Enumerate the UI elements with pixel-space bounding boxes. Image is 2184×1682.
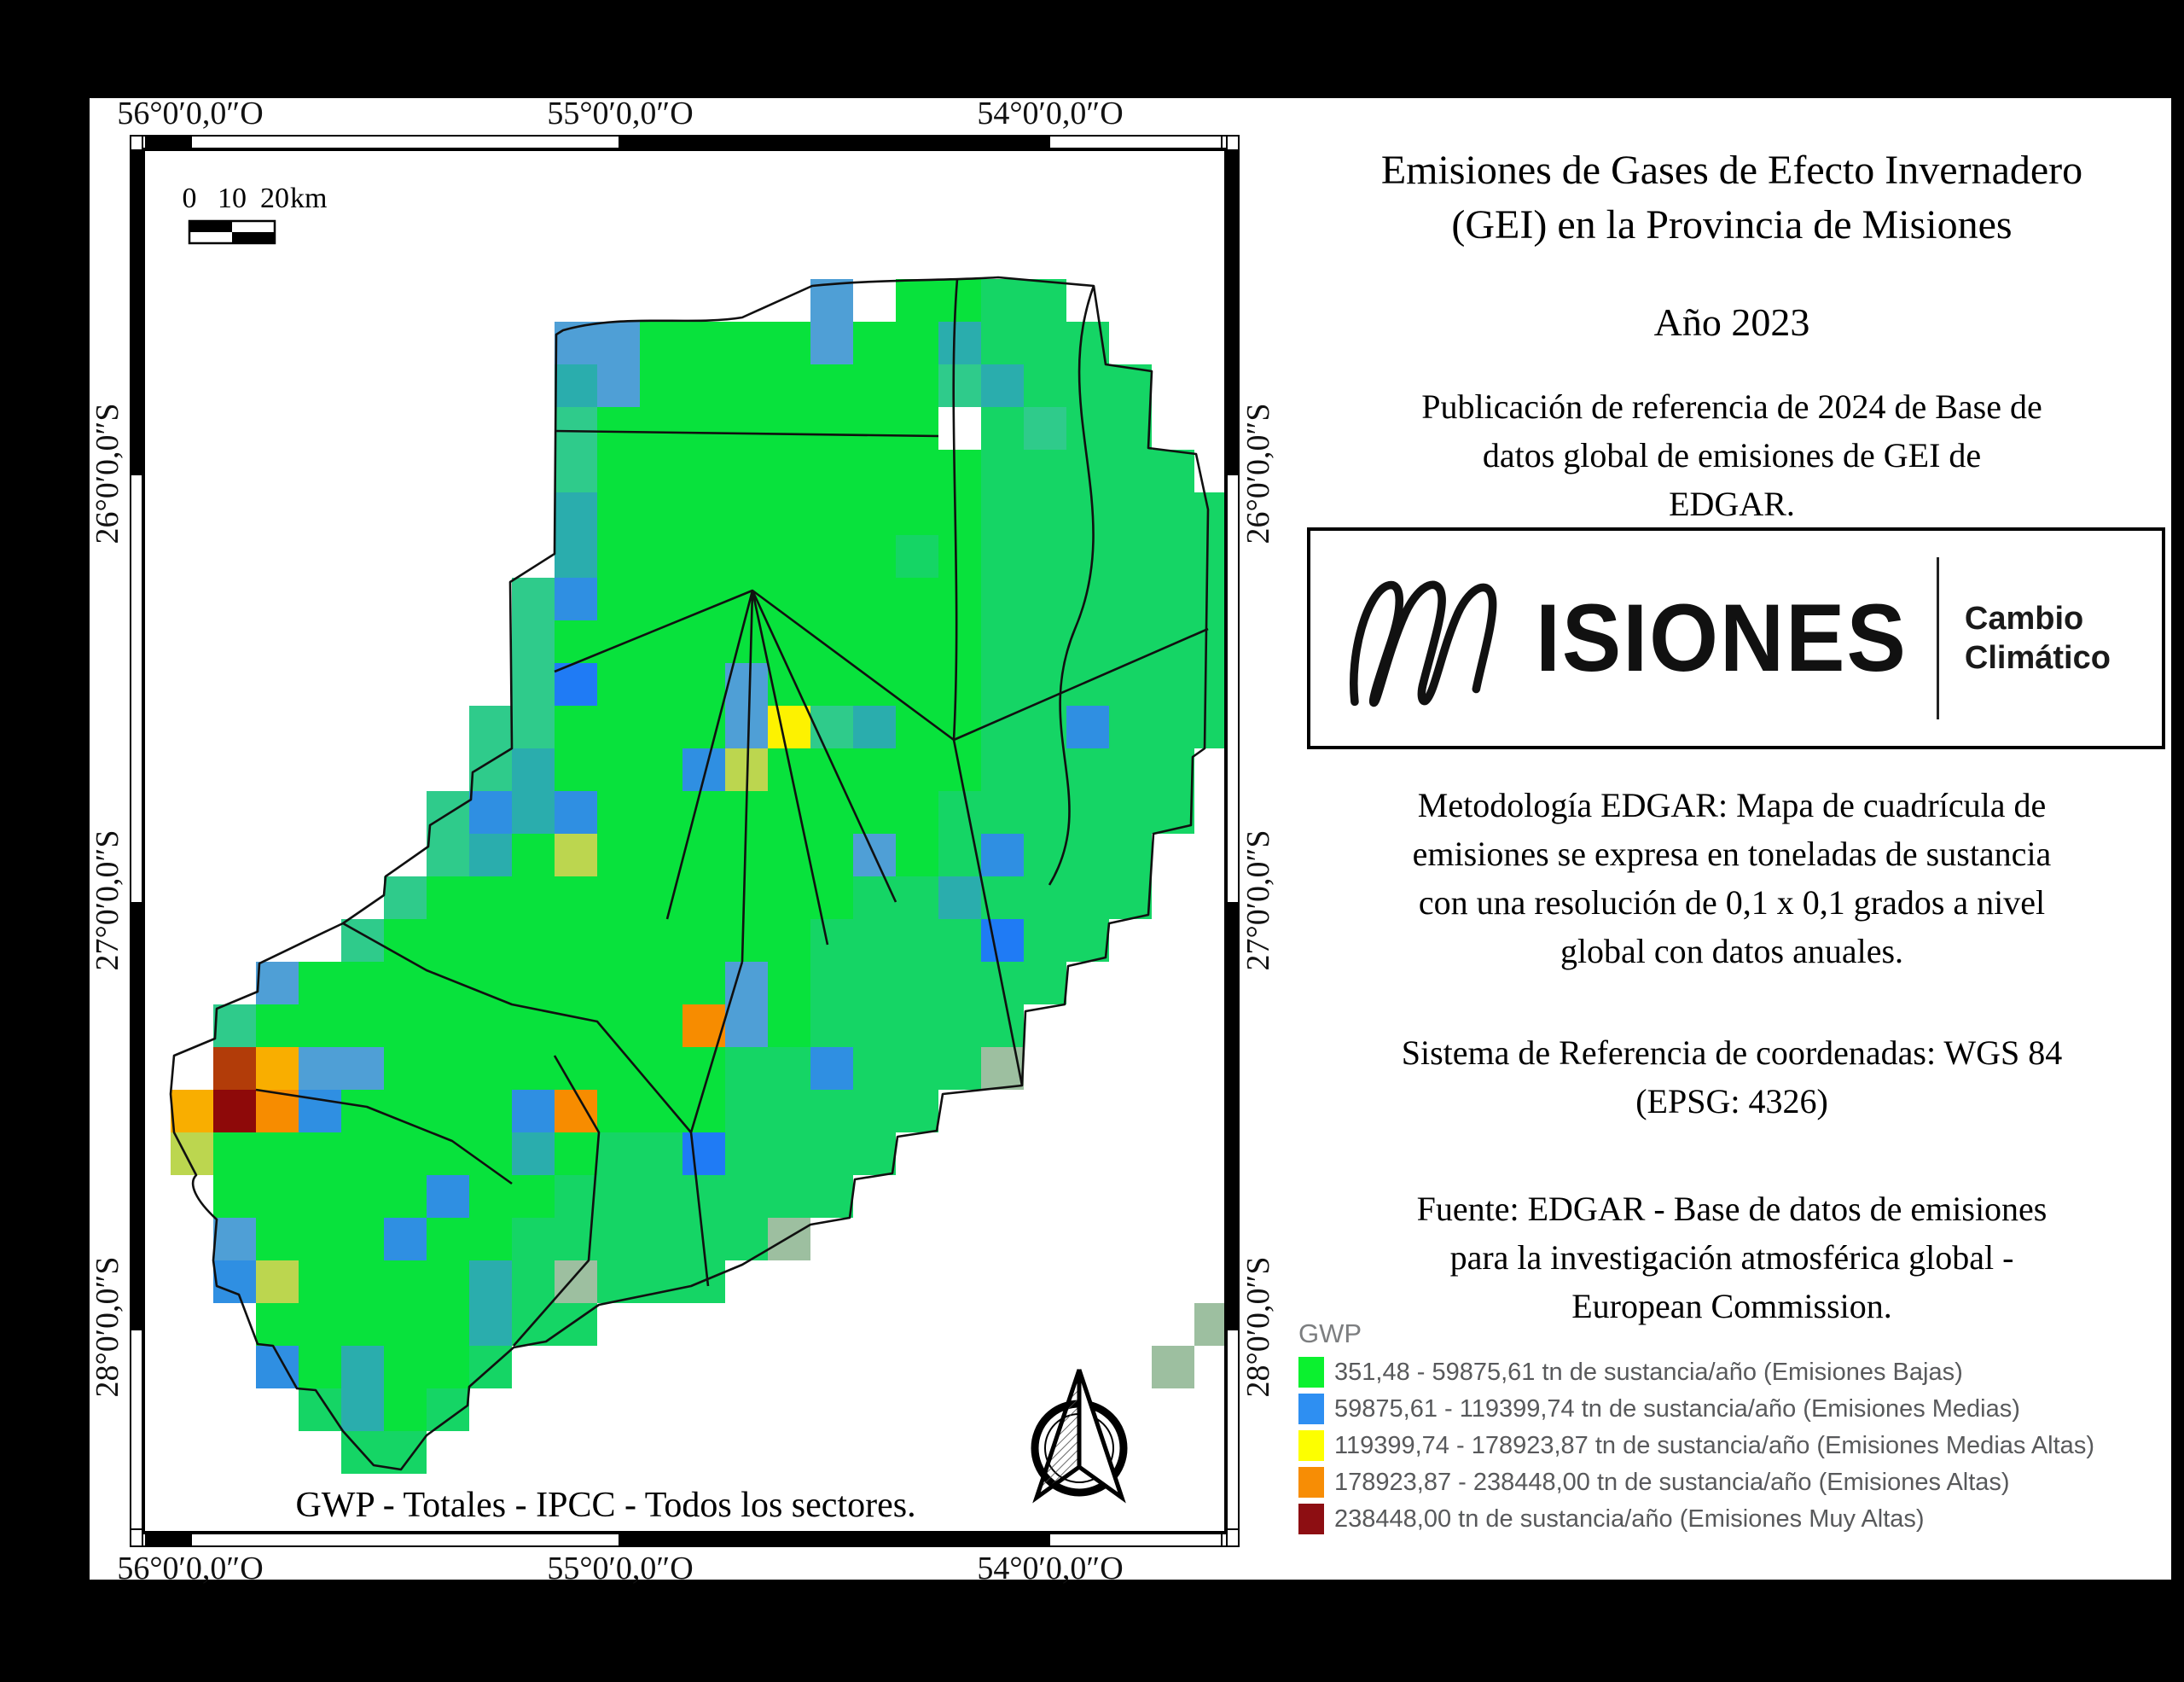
lat-label-right-26: 26°0′0,0″S [1240,403,1276,544]
logo-wordmark: ISIONES [1536,584,1908,692]
legend-item-low: 351,48 - 59875,61 tn de sustancia/año (Emisiones Bajas) [1298,1354,2152,1391]
lat-label-left-27: 27°0′0,0″S [90,829,125,971]
legend-swatch-orange [1298,1467,1324,1498]
reference-paragraph: Publicación de referencia de 2024 de Base de datos global de emisiones de GEI de EDGAR. [1421,387,2042,523]
legend-item-very-high: 238448,00 tn de sustancia/año (Emisiones Muy Altas) [1298,1501,2152,1538]
lat-label-left-26: 26°0′0,0″S [90,403,125,544]
lat-label-right-27: 27°0′0,0″S [1240,829,1276,971]
map-frame-right [1226,135,1240,1547]
lat-label-right-28: 28°0′0,0″S [1240,1256,1276,1398]
lon-label-top-56: 56°0′0,0″O [117,96,264,131]
scale-label-0: 0 [182,183,197,214]
legend-swatch-darkred [1298,1504,1324,1534]
lon-label-bottom-55: 55°0′0,0″O [547,1551,694,1586]
scale-label-20: 20 [260,183,289,214]
methodology-paragraph: Metodología EDGAR: Mapa de cuadrícula de emisiones se expresa en toneladas de sustancia con una resolución de 0,1 x 0,1 grados a nivel global con datos anuales. [1412,786,2052,970]
legend-item-high: 178923,87 - 238448,00 tn de sustancia/año (Emisiones Altas) [1298,1464,2152,1501]
scale-bar [183,183,328,243]
logo-divider [1937,557,1939,719]
source-paragraph: Fuente: EDGAR - Base de datos de emisiones para la investigación atmosférica global - European Commission. [1416,1190,2048,1325]
map-canvas [143,149,1226,1533]
lon-label-bottom-56: 56°0′0,0″O [117,1551,264,1586]
scale-label-km: km [290,183,328,214]
lon-label-top-55: 55°0′0,0″O [547,96,694,131]
map-frame-left [130,135,143,1547]
legend-item-medium-high: 119399,74 - 178923,87 tn de sustancia/año (Emisiones Medias Altas) [1298,1428,2152,1464]
map-caption: GWP - Totales - IPCC - Todos los sectores. [295,1486,916,1525]
year-heading: Año 2023 [1653,300,1810,344]
crs-paragraph: Sistema de Referencia de coordenadas: WGS 84 (EPSG: 4326) [1401,1033,2063,1120]
emission-cells [171,279,1224,1474]
legend-title: GWP [1298,1318,1362,1348]
title-line-1: Emisiones de Gases de Efecto Invernadero [1380,148,2083,193]
misiones-m-icon [1345,566,1541,711]
legend-item-medium: 59875,61 - 119399,74 tn de sustancia/año (Emisiones Medias) [1298,1391,2152,1428]
emissions-grid-map [145,151,1224,1531]
map-frame-top [130,135,1240,149]
map-frame-bottom [130,1533,1240,1547]
title-line-2: (GEI) en la Provincia de Misiones [1451,202,2013,247]
lat-label-left-28: 28°0′0,0″S [90,1256,125,1398]
logo-tagline: Cambio Climático [1964,601,2111,676]
misiones-logo [1307,527,2165,749]
map-legend [1298,1318,2152,1538]
legend-swatch-green [1298,1357,1324,1388]
north-arrow-icon [1035,1370,1124,1498]
legend-swatch-blue [1298,1394,1324,1424]
page-title [1292,143,2171,253]
lon-label-top-54: 54°0′0,0″O [977,96,1124,131]
lon-label-bottom-54: 54°0′0,0″O [977,1551,1124,1586]
legend-swatch-yellow [1298,1430,1324,1461]
scale-label-10: 10 [218,183,247,214]
